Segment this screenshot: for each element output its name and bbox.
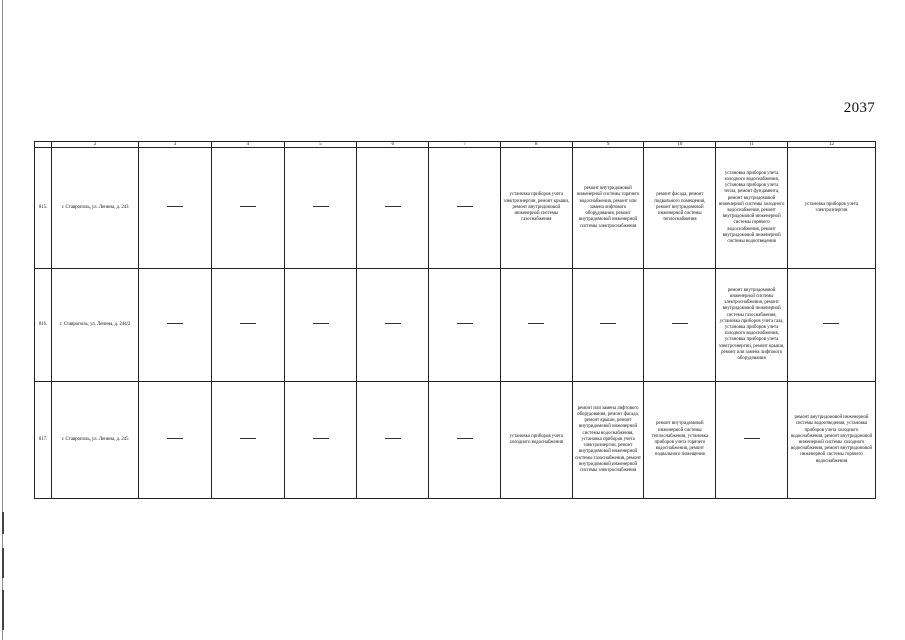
work-cell: ремонт внутридомовой инженерной системы электроснабжения, ремонт внутридомовой инженерной системы газоснабжения, установка приборов учета газа, установка приборов учета холодного водоснабжения, установка приборов учета электроэнергии, ремонт крыши, ремонт или замена лифтового оборудования xyxy=(716,269,788,382)
dash-mark xyxy=(240,323,256,324)
left-margin-tick xyxy=(2,590,4,630)
dash-mark xyxy=(385,438,401,439)
row-number: 816. xyxy=(35,269,52,382)
dash-mark xyxy=(457,438,473,439)
empty-cell xyxy=(211,382,284,499)
column-header: 11 xyxy=(716,142,788,148)
empty-cell xyxy=(716,382,788,499)
empty-cell xyxy=(357,382,429,499)
column-header: 3 xyxy=(139,142,212,148)
empty-cell xyxy=(787,269,875,382)
work-cell: ремонт фасада, ремонт подвального помещения, ремонт внутридомовой инженерной системы теплоснабжения xyxy=(644,148,716,269)
row-number: 815. xyxy=(35,148,52,269)
empty-cell xyxy=(139,382,212,499)
dash-mark xyxy=(167,438,183,439)
column-header: 7 xyxy=(429,142,501,148)
work-cell: ремонт внутридомовой инженерной системы водоотведения, установка приборов учета холодного водоснабжения, ремонт внутридомовой инженерной системы холодного водоснабжения, ремонт внутридомовой инженерной системы горячего водоснабжения xyxy=(787,382,875,499)
dash-mark xyxy=(385,206,401,207)
left-margin-tick xyxy=(2,512,4,534)
row-address: г. Ставрополь, ул. Ленина, д. 244/2 xyxy=(52,269,139,382)
column-header: 6 xyxy=(357,142,429,148)
column-header: 5 xyxy=(284,142,357,148)
page-number: 2037 xyxy=(843,100,875,116)
empty-cell xyxy=(357,148,429,269)
left-margin-rule xyxy=(2,0,3,640)
empty-cell xyxy=(429,269,501,382)
dash-mark xyxy=(313,206,329,207)
dash-mark xyxy=(240,438,256,439)
column-header: 4 xyxy=(211,142,284,148)
row-address: г. Ставрополь, ул. Ленина, д. 243 xyxy=(52,148,139,269)
empty-cell xyxy=(284,148,357,269)
empty-cell xyxy=(644,269,716,382)
column-header: 2 xyxy=(52,142,139,148)
empty-cell xyxy=(429,148,501,269)
work-cell: установка приборов учета холодного водоснабжения, установка приборов учета тепла, ремонт фундамента, ремонт внутридомовой инженерной системы холодного водоснабжения, ремонт внутридомовой инженерной системы горячего водоснабжения, ремонт внутридомовой инженерной системы водоотведения xyxy=(716,148,788,269)
work-cell: ремонт внутридомовой инженерной системы горячего водоснабжения, ремонт или замена лифтового оборудования, ремонт внутридомовой инженерной системы электроснабжения xyxy=(572,148,644,269)
repair-schedule-table xyxy=(34,141,876,499)
dash-mark xyxy=(744,438,760,439)
empty-cell xyxy=(211,269,284,382)
empty-cell xyxy=(139,148,212,269)
table-row xyxy=(35,269,876,382)
empty-cell xyxy=(284,269,357,382)
dash-mark xyxy=(240,206,256,207)
dash-mark xyxy=(167,206,183,207)
left-margin-tick xyxy=(2,548,4,578)
empty-cell xyxy=(429,382,501,499)
empty-cell xyxy=(500,269,572,382)
empty-cell xyxy=(357,269,429,382)
empty-cell xyxy=(284,382,357,499)
dash-mark xyxy=(313,438,329,439)
work-cell: установка приборов учета электроэнергии, ремонт крыши, ремонт внутридомовой инженерной системы газоснабжения xyxy=(500,148,572,269)
dash-mark xyxy=(167,323,183,324)
column-header: 12 xyxy=(787,142,875,148)
dash-mark xyxy=(600,323,616,324)
row-number: 817. xyxy=(35,382,52,499)
column-header: 8 xyxy=(500,142,572,148)
work-cell: установка приборов учета электроэнергии xyxy=(787,148,875,269)
dash-mark xyxy=(672,323,688,324)
work-cell: установка приборов учета холодного водоснабжения xyxy=(500,382,572,499)
row-address: г. Ставрополь, ул. Ленина, д. 245 xyxy=(52,382,139,499)
dash-mark xyxy=(457,206,473,207)
empty-cell xyxy=(572,269,644,382)
column-header: 10 xyxy=(644,142,716,148)
table-row xyxy=(35,382,876,499)
empty-cell xyxy=(139,269,212,382)
dash-mark xyxy=(528,323,544,324)
dash-mark xyxy=(457,323,473,324)
dash-mark xyxy=(313,323,329,324)
table-row xyxy=(35,148,876,269)
work-cell: ремонт внутридомовой инженерной системы теплоснабжения, установка приборов учета горячего водоснабжения, ремонт подвального помещения xyxy=(644,382,716,499)
column-header: 9 xyxy=(572,142,644,148)
dash-mark xyxy=(385,323,401,324)
work-cell: ремонт или замена лифтового оборудования, ремонт фасада, ремонт крыши, ремонт внутридомовой инженерной системы водоснабжения, установка приборов учета электроэнергии, ремонт внутридомовой инженерной системы газоснабжения, ремонт внутридомовой инженерной системы электроснабжения xyxy=(572,382,644,499)
empty-cell xyxy=(211,148,284,269)
dash-mark xyxy=(823,323,839,324)
